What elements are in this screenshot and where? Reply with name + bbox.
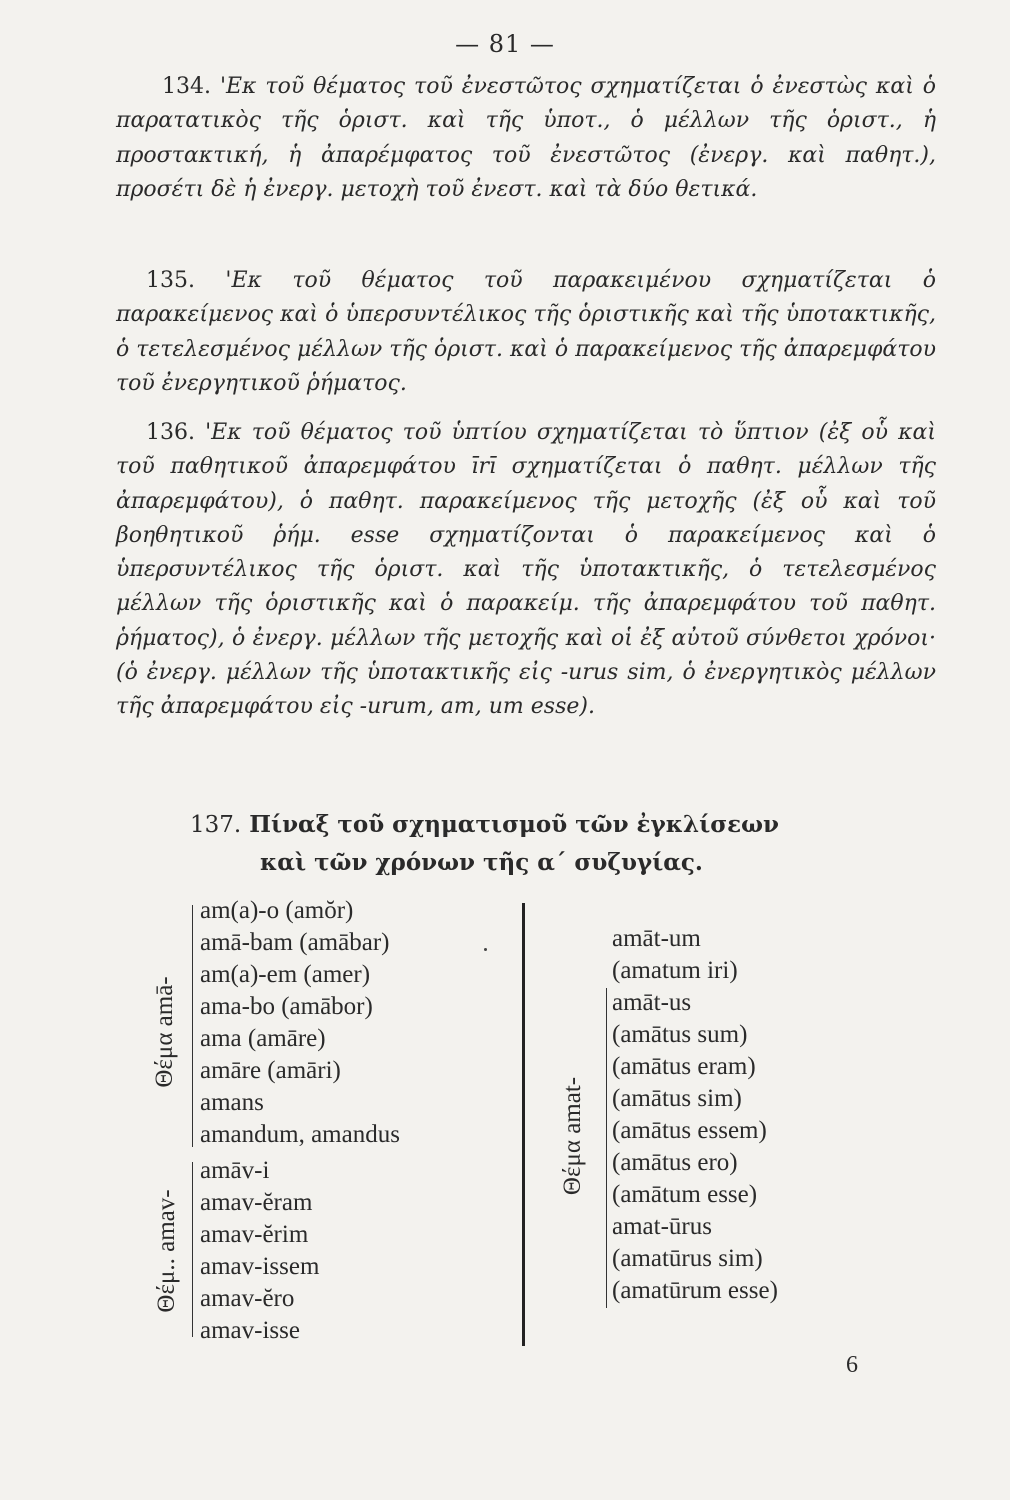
table-title — [190, 806, 910, 882]
signature-mark: 6 — [846, 1352, 858, 1378]
supine-form: (amatūrus sim) — [612, 1245, 763, 1272]
supine-form: (amātus sum) — [612, 1021, 748, 1048]
paragraph-text: 'Εκ τοῦ θέματος τοῦ παρακειμένου σχηματίζεται ὁ παρακείμενος καὶ ὁ ὑπερσυντέλικος τῆς ὁριστικῆς καὶ τῆς ὑποτακτικῆς, ὁ τετελεσμένος μέλλων τῆς ὁριστ. καὶ ὁ παρακείμενος τῆς ἀπαρεμφάτου τοῦ ἐνεργητικοῦ ῥήματος. — [116, 268, 937, 396]
supine-form: (amātus essem) — [612, 1117, 767, 1144]
stray-mark — [484, 948, 487, 951]
table-title-line-2: καὶ τῶν χρόνων τῆς α΄ συζυγίας. — [260, 849, 703, 876]
supine-form: amat-ūrus — [612, 1213, 712, 1240]
paragraph-text: 'Εκ τοῦ θέματος τοῦ ὑπτίου σχηματίζεται τὸ ὕπτιον (ἐξ οὗ καὶ τοῦ παθητικοῦ ἀπαρεμφάτου īrī σχηματίζεται ὁ παθητ. μέλλων τῆς ἀπαρεμφάτου), ὁ παθητ. παρακείμενος τῆς μετοχῆς (ἐξ οὗ καὶ τοῦ βοηθητικοῦ ῥήμ. esse σχηματίζονται ὁ παρακείμενος καὶ ὁ ὑπερσυντέλικος τῆς ὁριστ. καὶ τῆς ὑποτακτικῆς, ὁ τετελεσμένος μέλλων τῆς ὁριστικῆς καὶ ὁ παρακείμ. τῆς ἀπαρεμφάτου τοῦ παθητ. ῥήματος), ὁ ἐνεργ. μέλλων τῆς μετοχῆς καὶ οἱ ἐξ αὐτοῦ σύνθετοι χρόνοι· (ὁ ἐνεργ. μέλλων τῆς ὑποτακτικῆς εἰς -urus sim, ὁ ἐνεργητικὸς μέλλων τῆς ἀπαρεμφάτου εἰς -urum, am, um esse). — [116, 420, 936, 720]
supine-form: (amātus sim) — [612, 1085, 742, 1112]
present-form: amā-bam (amābar) — [200, 929, 390, 956]
perfect-form: amav-ĕram — [200, 1189, 313, 1216]
paragraph-text: 'Εκ τοῦ θέματος τοῦ ἐνεστῶτος σχηματίζεται ὁ ἐνεστὼς καὶ ὁ παρατατικὸς τῆς ὁριστ. καὶ τῆς ὑποτ., ὁ μέλλων τῆς ὁριστ., ἡ προστακτική, ἡ ἀπαρέμφατος τοῦ ἐνεστῶτος (ἐνεργ. καὶ παθητ.), προσέτι δὲ ἡ ἐνεργ. μετοχὴ τοῦ ἐνεστ. καὶ τὰ δύο θετικά. — [116, 74, 937, 202]
supine-form: (amātus eram) — [612, 1053, 756, 1080]
present-form: ama (amāre) — [200, 1025, 326, 1052]
supine-form: (amatūrum esse) — [612, 1277, 778, 1304]
brace-supine — [606, 988, 607, 1308]
perfect-form: amav-issem — [200, 1253, 320, 1280]
paragraph-135 — [116, 264, 936, 401]
supine-form: amāt-us — [612, 989, 692, 1016]
present-form: am(a)-o (amŏr) — [200, 897, 354, 924]
table-divider — [522, 903, 525, 1346]
present-form: amandum, amandus — [200, 1121, 400, 1148]
present-stem-forms — [200, 895, 400, 1347]
paragraph-136 — [116, 416, 936, 725]
table-title-line-1: Πίναξ τοῦ σχηματισμοῦ τῶν ἐγκλίσεων — [249, 811, 779, 838]
paragraph-number: 136. — [146, 420, 195, 445]
brace-perfect — [192, 1162, 193, 1337]
present-form: amāre (amāri) — [200, 1057, 341, 1084]
page-number-header: — 81 — — [455, 30, 555, 58]
supine-form: (amātus ero) — [612, 1149, 738, 1176]
paragraph-134 — [116, 70, 936, 207]
stem-label-perfect: Θέμ.. amav- — [153, 1189, 180, 1313]
supine-form: amāt-um — [612, 925, 701, 952]
perfect-form: amav-ĕro — [200, 1285, 295, 1312]
perfect-form: amāv-i — [200, 1157, 270, 1184]
stem-label-present: Θέμα amā- — [151, 976, 178, 1088]
stem-label-supine: Θέμα amat- — [559, 1076, 586, 1196]
present-form: amans — [200, 1089, 264, 1116]
supine-form: (amatum iri) — [612, 957, 738, 984]
present-form: ama-bo (amābor) — [200, 993, 373, 1020]
paragraph-number: 134. — [162, 74, 211, 99]
perfect-form: amav-ĕrim — [200, 1221, 309, 1248]
brace-present — [192, 905, 193, 1147]
paragraph-number: 135. — [146, 268, 195, 293]
supine-form: (amātum esse) — [612, 1181, 758, 1208]
present-form: am(a)-em (amer) — [200, 961, 371, 988]
perfect-form: amav-isse — [200, 1317, 300, 1344]
table-number: 137. — [190, 812, 242, 838]
supine-stem-forms — [612, 923, 778, 1307]
